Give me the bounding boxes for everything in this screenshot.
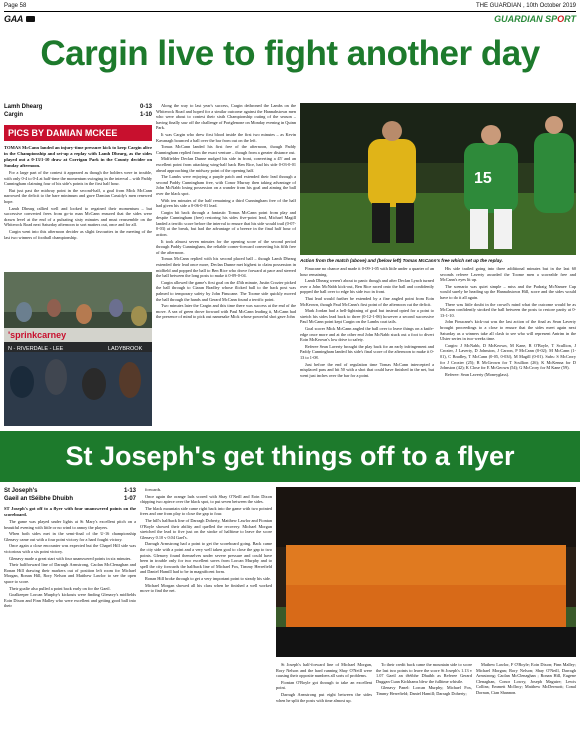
story2-column-1: ST Joseph's got off to a flyer with four unanswered points on the scoreboard. The game was played under lights at St Mary's excellent pitch on a beautiful evening with little or no wind to annoy the players. When both sides met in the semi-final of the U-16 championship Glenavy came out with a four point victory for a hard fought victory. Once again a close encounter was expected but the Chapel Hill side was victorious with a six point victory. Glenavy made a great start with four unanswered points in six minutes. Their halfforward line of Darragh Armstrong, Caolan McClenaghan and Ronan Hill drawing their markers out of position left room for Michael Morgan, Ronan Hill, Rory Nelson and Matthew Lawlor to see the open space to score. Their goalie also pulled a point back early on for the Gaeil. Goalkeeper Lorcan Murphy's kickouts were finding Glenavy's midfields Eoin Dixon and Finn Malley who were excellent and getting good ball into their <box>4 506 136 609</box>
story1-scoreline <box>4 103 152 119</box>
section-bar <box>4 13 576 27</box>
gaa-logo-icon <box>26 16 35 22</box>
top-divider <box>4 11 576 12</box>
story2-column-5: Mathew Lawlor, F O'Boyle; Eoin Dixon; Finn Malley; Michael Morgan; Rory Nelson; Shay O'Neill, Darragh Armstrong; Caolan McClenaghan ; Ronan Hill, Eugene Clenaghan, Conor Lowry, Joseph Maguire; Lewis Collins; Emmett McIlroy; Matthew McDermott; Conal Dornan, Cian Shannon. <box>476 662 576 695</box>
svg-text:LADYBROOK: LADYBROOK <box>108 346 143 352</box>
story2-column-2: forwards. Once again the orange lads scored with Shay O'Neill and Eoin Dixon chipping two apiece over the black spot, to put seven between the sides. The black mountain side came right back into the game with two pointed frees and one from play to close the gap to four. The hill's halfback line of Darragh Doherty, Matthew Lawlor and Fiontan O'Boyle showed their ability and quelled the recovery. Michael Morgan stretched the lead to five just on the stroke of halftime to leave the score Glenavy 0.10 v 0.04 Gael's. Darragh Armstrong had a point to get the scoreboard going. Back came the city side with a point and a very well taken goal to close the gap to two points. Glenavy found themselves under severe pressure and could have been in trouble only for two excellent saves from Lorcan Murphy and to spell the city forwards the halfback line of Michael Fox, Timmy Herrefield and Daniel Hamill had to be in magnificent form. Ronan Hill broke through to get a very important point to steady his side. Michael Morgan showed all his class when he finished a well worked move to find the net. <box>140 487 272 594</box>
pics-credit-banner: PICS BY DAMIAN MCKEE <box>4 125 152 141</box>
photo-caption: Action from the match (above) and (below left) Tomas McCann's free which set up the replay. <box>300 258 503 263</box>
svg-text:'sprinkcarney: 'sprinkcarney <box>8 330 67 340</box>
gaa-logo: GAA <box>4 14 24 24</box>
svg-text:N - RIVERDALE - LEE: N - RIVERDALE - LEE <box>8 346 64 352</box>
story2-column-3: St Joseph's half-forward line of Michael Morgan, Rory Nelson and the hard running Shay O'Neill were causing their opposite numbers all sorts of problems. Fiontan O'Boyle got through to take an excellent point. Darragh Armstrong put eight between the sides when he split the posts with time almost up. <box>276 662 372 703</box>
story1-column-1: TOMAS McCann landed an injury-time pressure kick to keep Cargin alive in the Championship and set-up a replay with Lamh Dhearg, as the sides played out a 0-13/1-10 draw at Corrigan Park in the County decider on Sunday afternoon. For a large part of the contest it appeared as though the holders were in trouble, with only 0-4 to 0-4 at half-time the momentum swinging in the interval – with Paddy Cunningham claiming four of his side's points in the first half hour. But just past the midway point in the second-half, a goal from Mick McCann narrowed the deficit to the bare minimum and gave Damian Cassidy's men renewed hope. Lamh Dhearg rallied well and looked to regained their momentum – but successive converted frees from go-to man McCann ensured that the sides were drawn level at the end of a pulsating sixty minutes and must reassemble on the Whiterock Road next Saturday afternoon to sort matters out, once and for all. Cargin went into this afternoon decider as slight favourites in the meeting of the last two winners of football championship. <box>4 145 152 240</box>
story1-headline: Cargin live to fight another day <box>40 34 540 73</box>
crowd-photo <box>4 272 152 426</box>
story1-column-2: Along the way to last year's success, Cargin dethroned the Lambs on the Whiterock Road and hoped for a similar outcome against the Hannahstown men who were about to contest their sixth Championship outing of the season – having finally saw off the challenge of Portglenone on Monday evening in Quinn Park. It was Cargin who drew first blood inside the first two minutes – as Kevin Kavanagh bounced a ball over the bar from out on the left. Tomas McCann landed his first free of the afternoon, though Paddy Cunningham replied from the exact venture – though from a greater distance out. Midfielder Declan Dunne nudged his side in front, converting a 45' and an excellent point from attacking wing-half back Ben Rice, had his side 0-03-0-01 ahead approaching the midway point of the opening half. The Lambs were enjoying a purple patch and extended their lead through a second Paddy Cunningham free, with Conor Murray then taking advantage of John McNabb losing possession on a wander from his goal and aiming the ball over the black spot. With ten minutes of the half remaining a third Cunningham free of the half had given his side a 0-06-0-01 lead. Cargin hit back through a fantastic Tomas McCann point from play and despite Cunningham (free) restoring his sides five-point lead, Michael Magill landed a terrific score before the interval to ensure that his side would trail (0-07-0-03) at the break, but had the advantage of a breeze in the final half hour of action. It took almost seven minutes for the opening score of the second period through Paddy Cunningham, the reliable corner-forward converting his fifth free of the afternoon. Tomas McCann replied with his second placed ball – though Lamh Dhearg extended their lead once more, Declan Dunne met highest to claim possession in midfield and popped the ball to Ben Rice who drove forward at pace and steered the ball between the long posts to make it 0-09-0-04. Cargin allowed the game's first goal on the 45th minute, Justin Crozier picked the ball through to Ciaran Bradley whose flicked ball to the back post was palmed to temporary safety by John Finucane. The Toome side quickly moved the ball through the hands and Gerard McCann found a terrific point. Two minutes later the Cargin and this time there was success at the end of the move. A sea of green drove forward with Paul McCann leading it, McCann had the presence of mind to pick out namesake Mick whose powerful shot gave John <box>156 103 296 320</box>
story1-column-3: Finucane no chance and made it 0-09-1-05 with little under a quarter of an hour remaining. Lamh Dhearg weren't about to panic though and after Declan Lynch turned over a John McNabb kick-out, Ben Rice raced onto the ball and confidently popped the ball over to edge his side two in front. That lead would further be extended by a fine angled point from Eoin McKeown, though Paul McCann's first point of the afternoon cut the deficit. Mark Jordan had a hell-lightning of goal but instead opted for a point to stretch his sides lead back to three (0-12-1-06) however a second successive Paul McCann point kept Cargin on the Lambs coat tails. Goal scorer Mick McCann angled the ball over to leave things on a knife-edge once more and at the other end John McNabb stuck out a foot to divert Eoin McKeown's low drive to safety. Referee Sean Laverty brought the play back for an early infringement and Paddy Cunningham landed his side's final score of the afternoon to make it 0-13 to 1-08. Just before the end of regulation time Tomas McCann intercepted a misplaced pass and hit 50 with a shot that could have finished in the net, but went just inches over the bar for a point. <box>300 266 434 378</box>
team-photo <box>276 487 576 657</box>
action-photo <box>300 103 576 255</box>
page-number: Page 58 <box>4 3 27 9</box>
score-row: St Joseph's 1-13 <box>4 488 136 494</box>
score-row: Gaeil an tSéibhe Dhuibh 1-07 <box>4 496 136 502</box>
svg-text:15: 15 <box>474 170 492 187</box>
publication-date: THE GUARDIAN , 10th October 2019 <box>475 3 576 9</box>
story2-headline: St Joseph's get things off to a flyer <box>0 431 580 482</box>
score-row: Cargin 1-10 <box>4 112 152 118</box>
story2-column-4: To their credit back came the mountain side to score the last two points to leave the score St Joseph's 1.13 v 1.07 Gaeil an tSéibhe Dhuibh as Referee Gerard Duggan Cuan Kickhams blew the fulltime whistle. Glenavy Panel: Lorcan Murphy; Michael Fox, Timmy Herrefield; Daniel Hamill; Darragh Doherty; <box>376 662 472 696</box>
guardian-sport-logo: GUARDIAN SPORT <box>494 14 576 24</box>
story2-scoreline <box>4 487 136 503</box>
score-row: Lamh Dhearg 0-13 <box>4 104 152 110</box>
story1-column-4: His side trailed going into three additional minutes but in the last 60 seconds referee Laverty awarded the Toome men a scoreable free and McCann's eyes lit up. The scenario was quiet simple – miss and the Padraig McNamee Cup would surely be heading up the Hannahstown Hill, score and the sides would have to do it all again. There was little doubt in the crowd's mind what the outcome would be as McCann confidently stroked the ball between the posts to restore parity at 0-13-1-10. John Finucane's kick-out was the last action of the final as Sean Laverty brought proceedings to a close to ensure that the sides meet again next Saturday as a winners take all clash to see who will represent Antrim in the Ulster series in two-weeks time. Cargin: J McNabb, D McKeown, M Kane, R O'Boyle, T Scullion, J Crozier, J Laverty, D Johnston, J Carron, P McCann (0-02); M McCann (1-01), C Bradley, T McCann (0-05, 0-03f), M Magill (0-01). Subs: S McCrory for J Crozier (25); R McGeown for T Scullion (26); K McKenna for D Johnston (42); K Close for E McGeown (54); G McCrory for M Kane (59). Referee: Sean Laverty (Moneyglass). <box>440 266 576 377</box>
story2-lead: ST Joseph's got off to a flyer with four unanswered points on the scoreboard. <box>4 506 136 517</box>
story1-lead: TOMAS McCann landed an injury-time pressure kick to keep Cargin alive in the Championship and set-up a replay with Lamh Dhearg, as the sides played out a 0-13/1-10 draw at Corrigan Park in the County decider on Sunday afternoon. <box>4 145 152 168</box>
